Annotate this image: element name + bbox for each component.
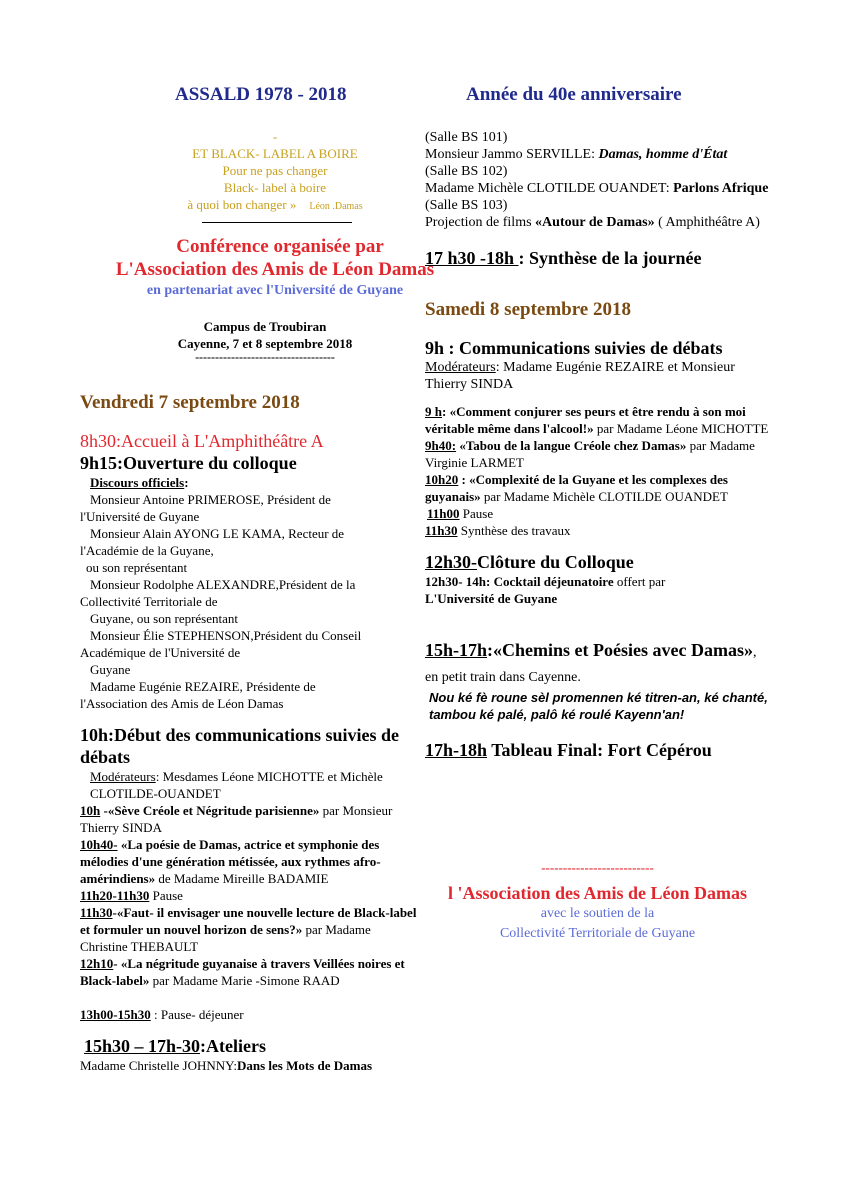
chemins (425, 639, 770, 689)
poem-line: Pour ne pas changer (222, 163, 328, 178)
chemins-rest: , en petit train dans Cayenne. (425, 645, 757, 685)
discours-colon: : (184, 475, 189, 490)
workshop-title: Parlons Afrique (673, 181, 769, 196)
chemins-title: :«Chemins et Poésies avec Damas» (487, 640, 753, 660)
talk-item (80, 836, 420, 887)
conference-title: Conférence organisée par (176, 236, 384, 257)
official-line: Monsieur Antoine PRIMEROSE, Président de (90, 492, 331, 507)
ouverture-text: :Ouverture du colloque (117, 453, 297, 473)
cocktail-text: offert par (613, 574, 666, 589)
friday-heading: Vendredi 7 septembre 2018 (80, 392, 300, 413)
talk-item (425, 403, 770, 437)
talk-title: -«Faut- il envisager une nouvelle lecture de Black-label et formuler un nouvel horizon de sens?» (80, 905, 417, 937)
synthese (425, 247, 770, 269)
moderateurs-text: : Mesdames Léone MICHOTTE et Michèle CLOTILDE-OUANDET (90, 769, 383, 801)
salle-1: (Salle BS 101) (425, 130, 508, 145)
poem-dash: - (272, 129, 278, 144)
final (425, 739, 770, 761)
talk-speaker: par Monsieur Thierry SINDA (80, 803, 393, 835)
discours (80, 474, 420, 491)
talk-time: 9 h (425, 404, 442, 419)
talk-title: «Tabou de la langue Créole chez Damas» (456, 438, 687, 453)
conference-partner: en partenariat avec l'Université de Guyane (146, 283, 404, 298)
lunch (80, 1006, 420, 1023)
cocktail-time: 12h30- 14h: Cocktail déjeunatoire (425, 574, 614, 589)
conference-org: L'Association des Amis de Léon Damas (115, 259, 435, 280)
talk-title: - «La négritude guyanaise à travers Veillées noires et Black-label» (80, 956, 405, 988)
poem (150, 128, 400, 215)
atelier-speaker: Madame Christelle JOHNNY: (80, 1058, 237, 1073)
workshop-speaker: Madame Michèle CLOTILDE OUANDET: (425, 181, 674, 196)
mod-label: Modérateurs (425, 360, 496, 375)
talk-item (80, 904, 420, 955)
films-label: Projection de films (425, 215, 536, 230)
synthese-time: 17 h30 -18h (425, 248, 519, 268)
talk-title: : «Complexité de la Guyane et les complexes des guyanais» (425, 472, 728, 504)
atelier-1 (80, 1057, 420, 1074)
official-line: l'Académie de la Guyane, (80, 543, 214, 558)
talk-speaker: de Madame Mireille BADAMIE (155, 871, 329, 886)
friday-program (80, 430, 420, 1074)
synthese-text: : Synthèse de la journée (518, 248, 702, 268)
ouverture (80, 452, 420, 474)
workshop-2 (425, 146, 770, 163)
chemins-time: 15h-17h (425, 640, 488, 660)
footer-dashes: -------------------------- (541, 860, 654, 875)
lunch-time: 13h00-15h30 (80, 1007, 151, 1022)
talk-time: 9h40: (425, 438, 457, 453)
official-line: Monsieur Élie STEPHENSON,Président du Conseil (90, 628, 362, 643)
ateliers-time: 15h30 – 17h-30 (84, 1036, 201, 1056)
salle-2: (Salle BS 102) (425, 164, 508, 179)
official-line: Collectivité Territoriale de (80, 594, 218, 609)
official-line: l'Université de Guyane (80, 509, 200, 524)
footer-org: l 'Association des Amis de Léon Damas (447, 883, 748, 903)
poem-line: Black- label à boire (223, 180, 327, 195)
saturday-comm-title: 9h : Communications suivies de débats (425, 338, 723, 358)
talk-time: 12h10 (80, 956, 114, 971)
talk-item (80, 887, 420, 904)
lunch-text: : Pause- déjeuner (150, 1007, 244, 1022)
poem-rule (202, 222, 352, 223)
official-line: Académique de l'Université de (80, 645, 241, 660)
talk-speaker: par Madame Marie -Simone RAAD (149, 973, 340, 988)
cocktail-host: L'Université de Guyane (425, 591, 558, 606)
talk-item (425, 437, 770, 471)
talk-speaker: par Madame Christine THEBAULT (80, 922, 371, 954)
discours-label: Discours officiels (90, 475, 185, 490)
workshop-speaker: Monsieur Jammo SERVILLE: (425, 147, 599, 162)
talk-time: 11h20-11h30 (80, 888, 150, 903)
talk-item (425, 471, 770, 505)
talk-item (80, 802, 420, 836)
talk-time: 10h (80, 803, 101, 818)
accueil (80, 430, 420, 452)
official-line: Monsieur Rodolphe ALEXANDRE,Président de la (90, 577, 356, 592)
cloture-text: Clôture du Colloque (477, 552, 634, 572)
ateliers (80, 1035, 420, 1057)
talk-speaker: par Madame Virginie LARMET (425, 438, 755, 470)
moderateurs (80, 768, 390, 802)
workshop-title: Damas, homme d'État (598, 147, 728, 162)
talk-item (425, 522, 770, 539)
ateliers-text: :Ateliers (200, 1036, 266, 1056)
conference-dashes: ----------------------------------- (195, 350, 335, 364)
conference-place: Campus de Troubiran (203, 319, 327, 334)
right-header-title: Année du 40e anniversaire (466, 84, 682, 105)
official-line: ou son représentant (86, 560, 188, 575)
talk-time: 10h40- (80, 837, 118, 852)
talk-item (425, 505, 770, 522)
left-header-title: ASSALD 1978 - 2018 (175, 84, 347, 105)
talk-speaker: Synthèse des travaux (457, 523, 571, 538)
cloture (425, 551, 770, 573)
cocktail (425, 573, 770, 590)
poem-line: ET BLACK- LABEL A BOIRE (192, 146, 358, 161)
final-text: Tableau Final: Fort Cépérou (487, 740, 712, 760)
talk-time: 10h20 (425, 472, 459, 487)
talk-speaker: par Madame Léone MICHOTTE (593, 421, 769, 436)
accueil-time: 8h30 (80, 431, 116, 451)
ouverture-time: 9h15 (80, 453, 118, 473)
talk-title: «La poésie de Damas, actrice et symphonie des mélodies d'une génération métissée, aux rythmes afro-amérindiens» (80, 837, 381, 886)
atelier-title: Dans les Mots de Damas (236, 1058, 373, 1073)
official-line: Madame Eugénie REZAIRE, Présidente de (90, 679, 316, 694)
cloture-time: 12h30- (425, 552, 478, 572)
talk-speaker: Pause (459, 506, 494, 521)
talk-time: 11h00 (427, 506, 460, 521)
poem-line: à quoi bon changer » (187, 197, 297, 212)
workshops-continued (425, 129, 770, 761)
poem-author: Léon .Damas (309, 201, 363, 212)
talk-speaker: par Madame Michèle CLOTILDE OUANDET (480, 489, 728, 504)
talk-speaker: Pause (149, 888, 183, 903)
talk-title: -«Sève Créole et Négritude parisienne» (100, 803, 320, 818)
debut-title: 10h:Début des communications suivies de débats (80, 725, 400, 767)
films-title: «Autour de Damas» (535, 215, 655, 230)
moderateurs-label: Modérateurs (90, 769, 156, 784)
talk-item (80, 955, 420, 989)
conference-dates: Cayenne, 7 et 8 septembre 2018 (177, 336, 353, 351)
official-line: Guyane (90, 662, 131, 677)
final-time: 17h-18h (425, 740, 488, 760)
official-line: l'Association des Amis de Léon Damas (80, 696, 284, 711)
salle-3: (Salle BS 103) (425, 198, 508, 213)
talk-time: 11h30 (80, 905, 113, 920)
mod-text: : Madame Eugénie REZAIRE et Monsieur Thierry SINDA (425, 360, 735, 392)
creole-text: Nou ké fè roune sèl promennen ké titren-an, ké chanté, tambou ké palé, palô ké roulé Kayenn'an! (429, 690, 768, 722)
talk-title: : «Comment conjurer ses peurs et être rendu à son moi véritable même dans l'alcool!» (425, 404, 746, 436)
accueil-text: :Accueil à L'Amphithéâtre A (116, 431, 324, 451)
saturday-moderateurs (425, 359, 770, 393)
films (425, 214, 770, 231)
saturday-heading: Samedi 8 septembre 2018 (425, 299, 631, 320)
official-line: Monsieur Alain AYONG LE KAMA, Recteur de (90, 526, 345, 541)
official-line: Guyane, ou son représentant (90, 611, 239, 626)
films-place: ( Amphithéâtre A) (654, 215, 760, 230)
footer-soutien: avec le soutien de la (540, 906, 655, 921)
footer-collectivite: Collectivité Territoriale de Guyane (499, 926, 696, 941)
talk-time: 11h30 (425, 523, 458, 538)
workshop-3 (425, 180, 770, 214)
